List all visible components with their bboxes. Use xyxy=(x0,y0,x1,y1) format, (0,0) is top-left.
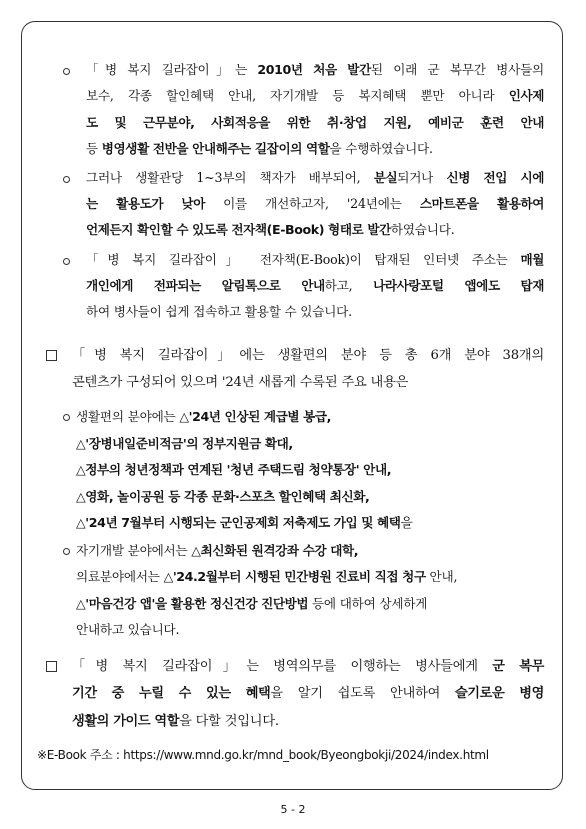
text-line xyxy=(76,464,391,477)
bold-text: 생활의 가이드 역할 xyxy=(72,713,180,729)
text-span: 「병 복지 길라잡이」에는 생활편의 분야 등 총 6개 분야 38개의 xyxy=(72,348,544,363)
text-span: 하여 병사들이 쉽게 접속하고 활용할 수 있습니다. xyxy=(86,304,352,320)
bold-text: △'24년 7월부터 시행되는 군인공제회 저축제도 가입 및 혜택 xyxy=(76,515,401,531)
bold-text: 언제든지 확인할 수 있도록 전자책(E-Book) 형태로 발간 xyxy=(86,222,391,238)
text-line xyxy=(76,595,428,611)
bold-text: 슬기로운 병영 xyxy=(454,686,544,702)
text-span: 하였습니다. xyxy=(390,222,455,238)
text-span: 하고, xyxy=(324,278,374,294)
circle-bullet-icon xyxy=(63,258,70,265)
text-line xyxy=(72,349,544,362)
text-line xyxy=(86,306,352,319)
text-span: 등에 대하여 상세하게 xyxy=(308,595,428,611)
text-span: 등 xyxy=(86,141,102,157)
text-span: 생활편의 분야에는 xyxy=(76,409,180,424)
text-span: 이를 개선하고자, '24년에는 xyxy=(204,196,420,212)
text-span: 의료분야에서는 xyxy=(76,569,164,585)
bold-text: 분실 xyxy=(373,170,398,185)
text-span: 자기개발 분야에서는 xyxy=(76,543,192,558)
text-span: 「병 복지 길라잡이」 전자책(E-Book)이 탑재된 인터넷 주소는 xyxy=(86,252,521,267)
text-span: 그러나 생활관당 1~3부의 책자가 배부되어, xyxy=(86,170,374,185)
text-span: 보수, 각종 할인혜택 안내, 자기개발 등 복지혜택 뿐만 아니라 xyxy=(86,88,509,104)
square-bullet-icon xyxy=(46,661,57,672)
bold-text: △정부의 청년정책과 연계된 '청년 주택드림 청약통장' 안내, xyxy=(76,462,392,478)
bold-text: 개인에게 전파되는 알림톡으로 안내 xyxy=(86,278,325,294)
text-span: 안내하고 있습니다. xyxy=(76,622,180,638)
circle-bullet-icon xyxy=(63,414,70,421)
text-line xyxy=(86,143,433,156)
text-line xyxy=(86,90,544,103)
text-span: 을 다할 것입니다. xyxy=(179,713,279,729)
text-line xyxy=(72,376,408,389)
bold-text: △'24년 인상된 계급별 봉급, xyxy=(179,409,332,424)
bold-text: △'24.2월부터 시행된 민간병원 진료비 직접 청구 xyxy=(163,569,426,585)
bold-text: 인사제 xyxy=(508,88,544,104)
bold-text: 도 및 근무분야, 사회적응을 위한 취·창업 지원, 예비군 훈련 안내 xyxy=(86,114,544,130)
bold-text: 나라사랑포털 앱에도 탑재 xyxy=(373,278,544,294)
text-line xyxy=(72,687,544,700)
text-line xyxy=(76,571,457,584)
text-line xyxy=(76,488,370,504)
page-frame xyxy=(21,21,563,790)
bold-text: 는 활용도가 낮아 xyxy=(86,196,205,212)
text-line xyxy=(72,715,279,728)
bold-text: △최신화된 원격강좌 수강 대학, xyxy=(191,543,359,558)
text-line xyxy=(76,545,358,558)
text-line xyxy=(76,411,331,424)
text-line xyxy=(86,172,544,185)
text-span: 을 수행하였습니다. xyxy=(329,141,433,157)
text-line xyxy=(76,624,179,637)
text-line xyxy=(76,517,413,530)
bold-text: 신병 전입 시에 xyxy=(446,170,545,185)
text-span: 안내, xyxy=(425,569,458,585)
text-span: 을 알기 쉽도록 안내하여 xyxy=(270,686,455,702)
text-line xyxy=(86,280,544,293)
page-number: 5 - 2 xyxy=(280,803,306,816)
text-span: 되거나 xyxy=(397,170,447,185)
bold-text: 2010년 처음 발간 xyxy=(257,62,371,77)
text-line xyxy=(86,254,544,267)
circle-bullet-icon xyxy=(63,548,70,555)
text-line xyxy=(86,198,544,211)
bold-text: △'마음건강 앱'을 활용한 정신건강 진단방법 xyxy=(76,595,309,611)
circle-bullet-icon xyxy=(63,68,70,75)
bold-text: 기간 중 누릴 수 있는 혜택 xyxy=(72,686,271,702)
bold-text: △영화, 놀이공원 등 각종 문화·스포츠 할인혜택 최신화, xyxy=(76,488,370,504)
ebook-address-note: ※E-Book 주소 : https://www.mnd.go.kr/mnd_book/Byeongbokji/2024/index.html xyxy=(37,748,489,762)
square-bullet-icon xyxy=(46,350,57,361)
bold-text: 군 복무 xyxy=(492,659,544,674)
text-line xyxy=(86,64,544,77)
bold-text: 병영생활 전반을 안내해주는 길잡이의 역할 xyxy=(101,141,330,157)
text-span: 「병 복지 길라잡이」는 병역의무를 이행하는 병사들에게 xyxy=(72,659,493,674)
text-line xyxy=(72,660,544,673)
text-line xyxy=(76,435,293,451)
text-span: 콘텐츠가 구성되어 있으며 '24년 새롭게 수록된 주요 내용은 xyxy=(72,375,409,390)
text-span: 을 xyxy=(400,515,413,531)
bold-text: 스마트폰을 활용하여 xyxy=(419,196,545,212)
bold-text: △'장병내일준비적금'의 정부지원금 확대, xyxy=(76,435,293,451)
text-span: 된 이래 군 복무간 병사들의 xyxy=(370,62,545,77)
bold-text: 매월 xyxy=(520,252,544,267)
text-line xyxy=(86,224,455,237)
circle-bullet-icon xyxy=(63,176,70,183)
text-line xyxy=(86,114,544,130)
text-span: 「병 복지 길라잡이」는 xyxy=(86,62,258,77)
